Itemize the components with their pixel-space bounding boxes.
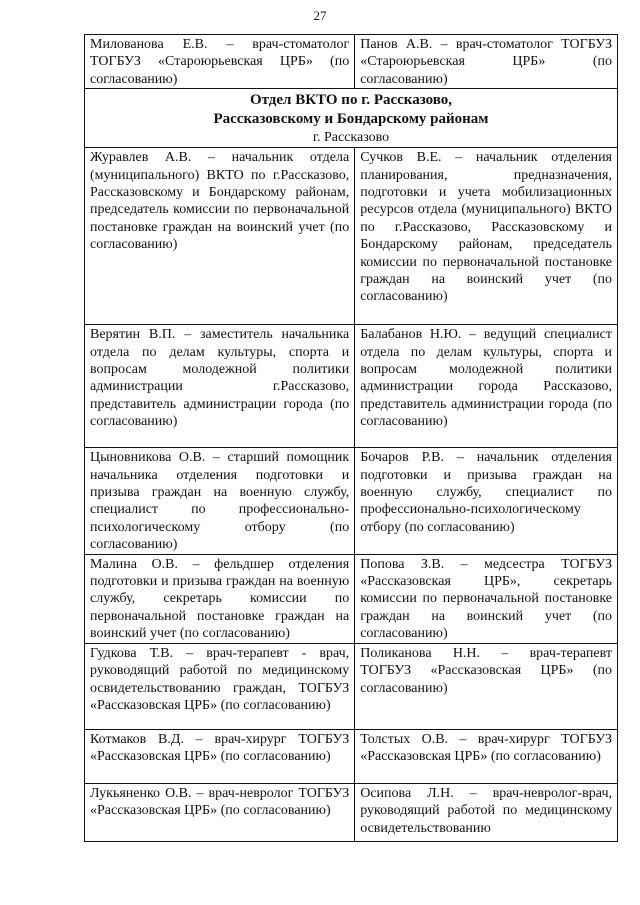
commission-table (84, 34, 618, 842)
section-subtitle: г. Рассказово (312, 130, 390, 146)
table-row (85, 448, 618, 554)
deputy-cell: Толстых О.В. – врач-хирург ТОГБУЗ «Рассказовская ЦРБ» (по согласованию) (355, 729, 618, 783)
table-row (85, 148, 618, 325)
member-cell: Малина О.В. – фельдшер отделения подготовки и призыва граждан на военную службу, секретарь комиссии по первоначальной постановке граждан на воинский учет (по согласованию) (85, 554, 355, 643)
table-row (85, 554, 618, 643)
table-row (85, 643, 618, 729)
member-cell: Верятин В.П. – заместитель начальника отдела по делам культуры, спорта и вопросам молодежной политики администрации г.Рассказово, представитель администрации города (по согласованию) (85, 325, 355, 448)
member-cell: Милованова Е.В. – врач-стоматолог ТОГБУЗ «Староюрьевская ЦРБ» (по согласованию) (85, 35, 355, 89)
member-cell: Лукьяненко О.В. – врач-невролог ТОГБУЗ «Рассказовская ЦРБ» (по согласованию) (85, 783, 355, 841)
member-cell: Цыновникова О.В. – старший помощник начальника отделения подготовки и призыва граждан на военную службу, специалист по профессионально-психологическому отбору (по согласованию) (85, 448, 355, 554)
deputy-cell: Панов А.В. – врач-стоматолог ТОГБУЗ «Староюрьевская ЦРБ» (по согласованию) (355, 35, 618, 89)
deputy-cell: Осипова Л.Н. – врач-невролог-врач, руководящий работой по медицинскому освидетельствованию (355, 783, 618, 841)
member-cell: Котмаков В.Д. – врач-хирург ТОГБУЗ «Рассказовская ЦРБ» (по согласованию) (85, 729, 355, 783)
deputy-cell: Бочаров Р.В. – начальник отделения подготовки и призыва граждан на военную службу, специалист по профессионально-психологическому отбору (по согласованию) (355, 448, 618, 554)
page-number: 27 (313, 8, 327, 23)
deputy-cell: Балабанов Н.Ю. – ведущий специалист отдела по делам культуры, спорта и вопросам молодежной политики администрации города Рассказово, представитель администрации города (по согласованию) (355, 325, 618, 448)
section-header-row (85, 89, 618, 148)
member-cell: Гудкова Т.В. – врач-терапевт - врач, руководящий работой по медицинскому освидетельствованию граждан, ТОГБУЗ «Рассказовская ЦРБ» (по согласованию) (85, 643, 355, 729)
deputy-cell: Сучков В.Е. – начальник отделения планирования, предназначения, подготовки и учета мобилизационных ресурсов отдела (муниципального) ВКТО по г.Рассказово, Рассказовскому и Бондарскому районам, председатель комиссии по первоначальной постановке граждан на воинский учет (по согласованию) (355, 148, 618, 325)
section-title-line1: Отдел ВКТО по г. Рассказово, (249, 92, 453, 109)
table-row (85, 325, 618, 448)
table-row (85, 35, 618, 89)
deputy-cell: Попова З.В. – медсестра ТОГБУЗ «Рассказовская ЦРБ», секретарь комиссии по первоначальной постановке граждан на воинский учет (по согласованию) (355, 554, 618, 643)
member-cell: Журавлев А.В. – начальник отдела (муниципального) ВКТО по г.Рассказово, Рассказовскому и Бондарскому районам, председатель комиссии по первоначальной постановке граждан на воинский учет (по согласованию) (85, 148, 355, 325)
table-row (85, 729, 618, 783)
deputy-cell: Поликанова Н.Н. – врач-терапевт ТОГБУЗ «Рассказовская ЦРБ» (по согласованию) (355, 643, 618, 729)
section-title-line2: Рассказовскому и Бондарскому районам (213, 111, 489, 128)
table-row (85, 783, 618, 841)
section-header (85, 89, 618, 148)
